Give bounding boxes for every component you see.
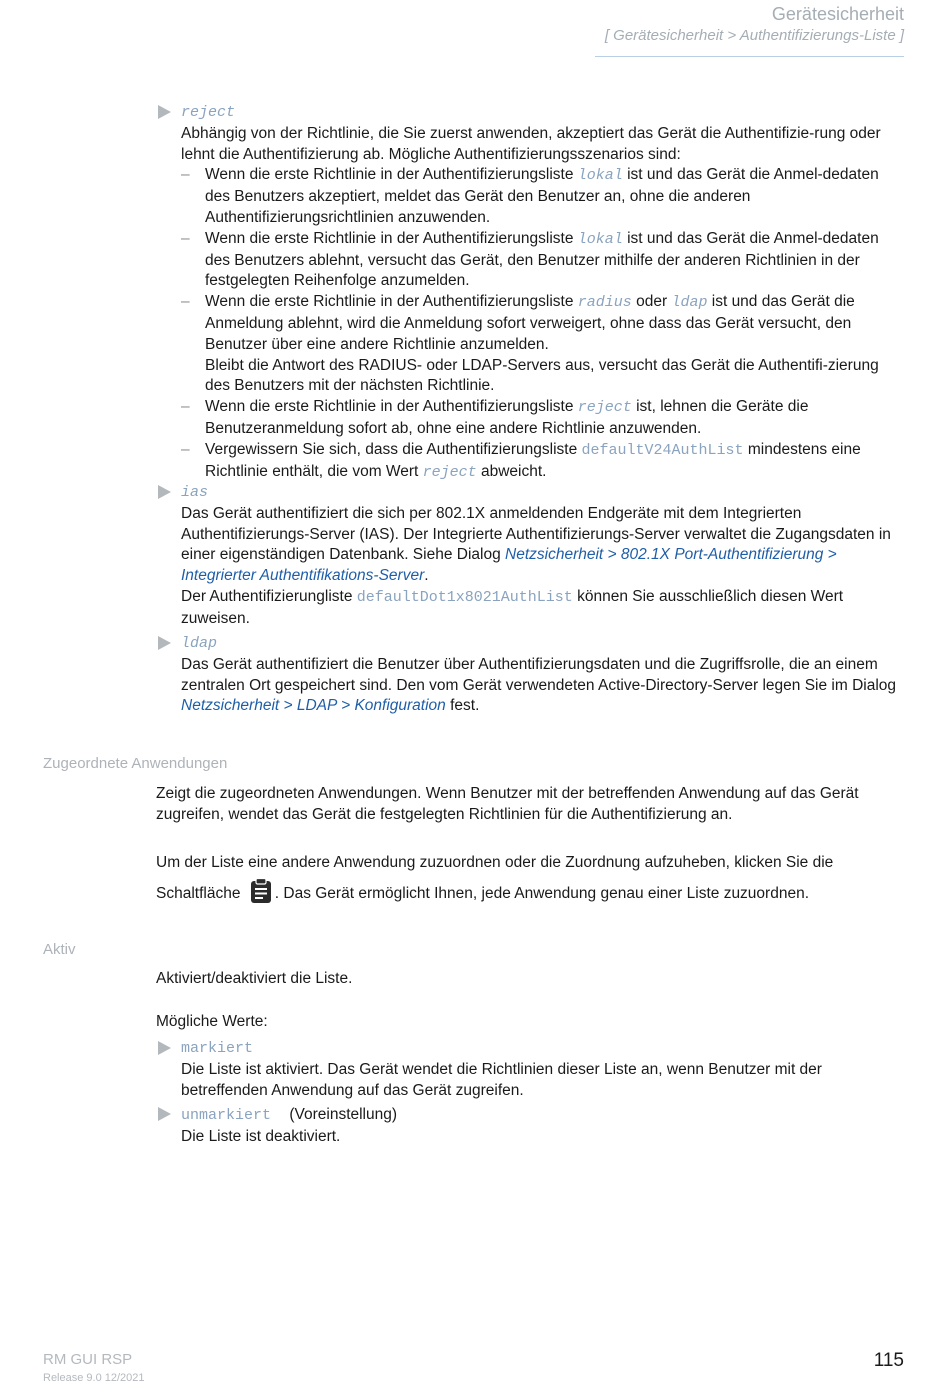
header-title: Gerätesicherheit (771, 4, 904, 24)
ias-dialog-link[interactable]: Netzsicherheit > 802.1X Port-Authentifizierung > Integrierter Authentifikations-Server (181, 546, 837, 585)
ias-note: Der Authentifizierungliste defaultDot1x8021AuthList können Sie ausschließlich diesen Wert zuweisen. (181, 587, 844, 627)
bullet-triangle-icon (158, 105, 171, 119)
header-breadcrumb: [ Gerätesicherheit > Authentifizierungs-Liste ] (604, 27, 904, 44)
option-unchecked (181, 1105, 903, 1148)
option-unchecked-text: Die Liste ist deaktiviert. (181, 1127, 341, 1145)
option-checked-text: Die Liste ist aktiviert. Das Gerät wendet die Richtlinien dieser Liste an, wenn Benutzer mit der betreffenden Anwendung auf das Gerät zugreifen. (181, 1060, 822, 1099)
option-unchecked-code: unmarkiert (181, 1107, 272, 1124)
bullet-triangle-icon (158, 1041, 171, 1055)
section-label-active: Aktiv (43, 941, 76, 958)
ias-description: Das Gerät authentifiziert die sich per 802.1X anmeldenden Endgeräte mit dem Integrierten Authentifizierungs-Server (IAS). Der Integrierte Authentifizierungs-Server verwaltet die Zugangsdaten in einer eigenständigen Datenbank. Siehe Dialog Netzsicherheit > 802.1X Port-Authentifizierung > Integrierter Authentifikations-Server. (181, 504, 891, 585)
header-divider (595, 56, 904, 57)
footer-doc-name: RM GUI RSP (43, 1351, 133, 1368)
active-p2: Mögliche Werte: (156, 1012, 268, 1030)
assigned-apps-p1: Zeigt die zugeordneten Anwendungen. Wenn Benutzer mit der betreffenden Anwendung auf das Gerät zugreifen, wendet das Gerät die festgelegten Richtlinien für die Authentifizierung an. (156, 785, 859, 823)
option-checked (181, 1039, 903, 1101)
reject-section (181, 103, 905, 483)
list-item: – Vergewissern Sie sich, dass die Authentifizierungsliste defaultV24AuthList mindestens eine Richtlinie enthält, die vom Wert reject abweicht. (181, 440, 861, 481)
list-item: – Wenn die erste Richtlinie in der Authentifizierungsliste reject ist, lehnen die Geräte die Benutzeranmeldung sofort ab, ohne eine andere Richtlinie anzuwenden. (181, 398, 809, 437)
reject-intro: Abhängig von der Richtlinie, die Sie zuerst anwenden, akzeptiert das Gerät die Authentifizie-rung oder lehnt die Authentifizierung ab. Mögliche Authentifizierungsszenarios sind: (181, 124, 881, 163)
option-default-note: (Voreinstellung) (289, 1106, 398, 1123)
reject-code: reject (181, 104, 236, 121)
active-description (156, 969, 904, 1033)
ldap-dialog-link[interactable]: Netzsicherheit > LDAP > Konfiguration (181, 697, 446, 715)
ias-code: ias (181, 484, 209, 501)
list-item: – Wenn die erste Richtlinie in der Authentifizierungsliste lokal ist und das Gerät die Anmel-dedaten des Benutzers ablehnt, versucht das Gerät, den Benutzer mithilfe der anderen Richtlinien in der festgelegten Reihenfolge anzumelden. (181, 229, 879, 290)
assigned-apps-p2: Um der Liste eine andere Anwendung zuzuordnen oder die Zuordnung aufzuheben, klicken Sie die Schaltfläche . Das Gerät ermöglicht Ihnen, jede Anwendung genau einer Liste zuzuordnen. (156, 847, 904, 915)
ldap-section (181, 634, 903, 717)
active-p1: Aktiviert/deaktiviert die Liste. (156, 970, 353, 987)
bullet-triangle-icon (158, 636, 171, 650)
footer-release: Release 9.0 12/2021 (43, 1372, 145, 1384)
clipboard-icon[interactable] (249, 878, 273, 915)
ldap-code: ldap (181, 635, 218, 652)
option-checked-code: markiert (181, 1040, 254, 1057)
bullet-triangle-icon (158, 485, 171, 499)
bullet-triangle-icon (158, 1107, 171, 1121)
assigned-apps-description (156, 784, 904, 915)
list-item-extra: Bleibt die Antwort des RADIUS- oder LDAP-Servers aus, versucht das Gerät die Authentifi-zierung des Benutzers mit der nächsten Richtlinie. (205, 356, 879, 395)
list-item: – Wenn die erste Richtlinie in der Authentifizierungsliste lokal ist und das Gerät die Anmel-dedaten des Benutzers akzeptiert, meldet das Gerät den Benutzer an, ohne die anderen Authentifizierungsrichtlinien anzuwenden. (181, 166, 879, 226)
ias-section (181, 483, 903, 630)
ldap-description: Das Gerät authentifiziert die Benutzer über Authentifizierungsdaten und die Zugriffsrolle, die an einem zentralen Ort gespeichert sind. Den vom Gerät verwendeten Active-Directory-Server legen Sie im Dialog Netzsicherheit > LDAP > Konfiguration fest. (181, 655, 897, 715)
page-number: 115 (873, 1350, 904, 1371)
list-item: – Wenn die erste Richtlinie in der Authentifizierungsliste radius oder ldap ist und das Gerät die Anmeldung ablehnt, wird die Anmeldung sofort verweigert, ohne dass das Gerät versucht, den Benutzer über eine andere Richtlinie anzumelden. Bleibt die Antwort des RADIUS- oder LDAP-Servers aus, versucht das Gerät die Authentifi-zierung des Benutzers mit der nächsten Richtlinie. (181, 292, 905, 397)
section-label-assigned-apps: Zugeordnete Anwendungen (43, 755, 228, 772)
